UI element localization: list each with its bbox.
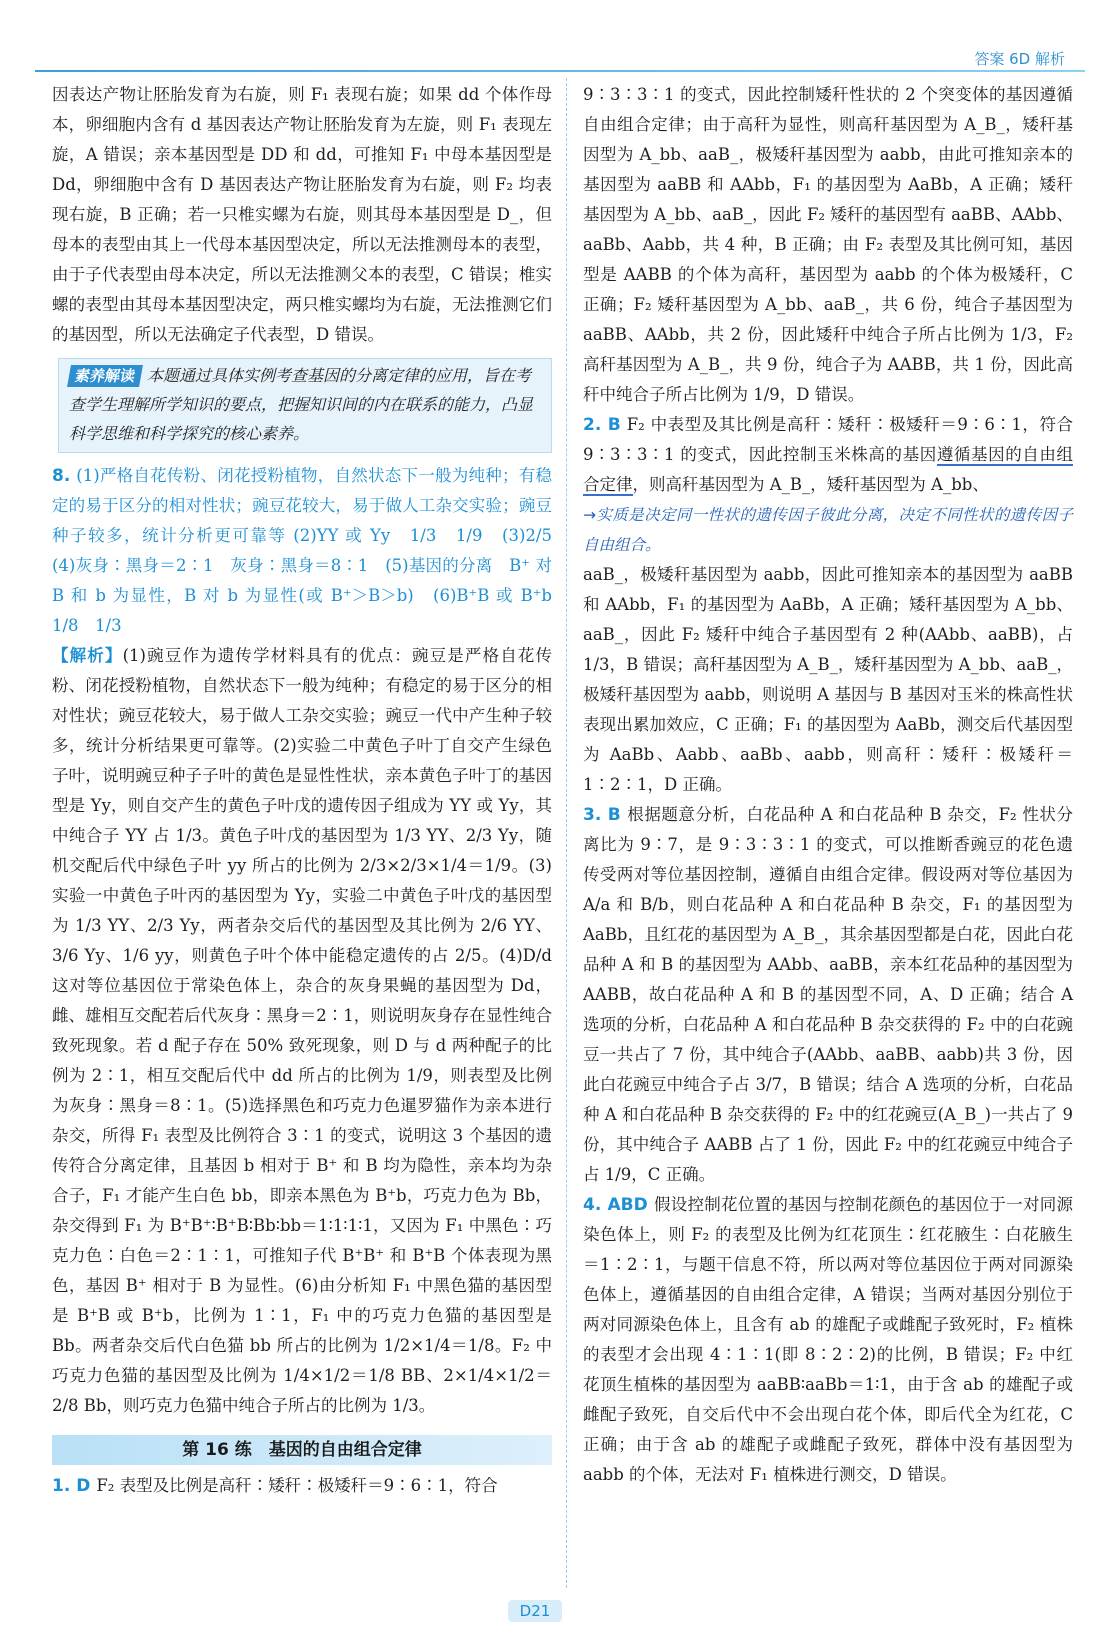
literacy-box-text: 本题通过具体实例考查基因的分离定律的应用，旨在考查学生理解所学知识的要点，把握知识间的内在联系的能力，凸显科学思维和科学探究的核心素养。	[69, 366, 534, 443]
handwritten-note: →实质是决定同一性状的遗传因子彼此分离，决定不同性状的遗传因子自由组合。	[583, 506, 1073, 554]
question-3-text: 根据题意分析，白花品种 A 和白花品种 B 杂交，F₂ 性状分离比为 9∶7，是 9∶3∶3∶1 的变式，可以推断香豌豆的花色遗传受两对等位基因控制，遵循自由组合定律。假设两对等位基因为 A/a 和 B/b，则白花品种 A 和白花品种 B 杂交，F₁ 的基因型为 AaBb，且红花的基因型为 A_B_，其余基因型都是白花，因此白花品种 A 和 B 的基因型为 AAbb、aaBB，亲本红花品种的基因型为 AABB，故白花品种 A 和 B 的基因型不同，A、D 正确；结合 A 选项的分析，白花品种 A 和白花品种 B 杂交获得的 F₂ 中的白花豌豆一共占了 7 份，其中纯合子(AAbb、aaBB、aabb)共 3 份，因此白花豌豆中纯合子占 3/7，B 错误；结合 A 选项的分析，白花品种 A 和白花品种 B 杂交获得的 F₂ 中的红花豌豆(A_B_)一共占了 9 份，其中纯合子 AABB 占了 1 份，因此 F₂ 中的红花豌豆中纯合子占 1/9，C 正确。	[583, 805, 1073, 1184]
question-1-continued: 9∶3∶3∶1 的变式，因此控制矮秆性状的 2 个突变体的基因遵循自由组合定律；由于高秆为显性，则高秆基因型为 A_B_，矮秆基因型为 A_bb、aaB_，极矮秆基因型为 aabb，由此可推知亲本的基因型为 aaBB 和 AAbb，F₁ 的基因型为 AaBb，A 正确；矮秆基因型为 A_bb、aaB_，因此 F₂ 矮秆的基因型有 aaBB、AAbb、aaBb、Aabb，共 4 种，B 正确；由 F₂ 表型及其比例可知，基因型是 AABB 的个体为高秆，基因型为 aabb 的个体为极矮秆，C 正确；F₂ 矮秆基因型为 A_bb、aaB_，共 6 份，纯合子基因型为 aaBB、AAbb，共 2 份，因此矮秆中纯合子所占比例为 1/3，F₂ 高秆基因型为 A_B_，共 9 份，纯合子为 AABB，共 1 份，因此高秆中纯合子所占比例为 1/9，D 错误。	[583, 85, 1073, 404]
question-8	[52, 461, 569, 1421]
question-4	[583, 1190, 1073, 1490]
question-4-number: 4. ABD	[583, 1195, 648, 1215]
intro-paragraph: 因表达产物让胚胎发育为右旋，则 F₁ 表现右旋；如果 dd 个体作母本，卵细胞内含有 d 基因表达产物让胚胎发育为左旋，则 F₁ 表现左旋，A 错误；亲本基因型是 DD 和 dd，可推知 F₁ 中母本基因型是 Dd，卵细胞中含有 D 基因表达产物让胚胎发育为右旋，则 F₂ 均表现右旋，B 正确；若一只椎实螺为右旋，则其母本基因型是 D_，但母本的表型由其上一代母本基因型决定，所以无法推测母本的表型，由于子代表型由母本决定，所以无法推测父本的表型，C 错误；椎实螺的表型由其母本基因型决定，两只椎实螺均为右旋，无法推测它们的基因型，所以无法确定子代表型，D 错误。	[52, 85, 552, 344]
question-4-text: 假设控制花位置的基因与控制花颜色的基因位于一对同源染色体上，则 F₂ 的表型及比例为红花顶生∶红花腋生∶白花腋生＝1∶2∶1，与题干信息不符，所以两对等位基因位于两对同源染色体上，遵循基因的自由组合定律，A 错误；当两对基因分别位于两对同源染色体上，且含有 ab 的雄配子或雌配子致死时，F₂ 植株的表型才会出现 4∶1∶1(即 8∶2∶2)的比例，B 错误；F₂ 中红花顶生植株的基因型为 aaBB∶aaBb＝1∶1，由于含 ab 的雄配子或雌配子致死，自交后代中不会出现白花个体，即后代全为红花，C 正确；由于含 ab 的雄配子或雌配子致死，群体中没有基因型为 aabb 的个体，无法对 F₁ 植株进行测交，D 错误。	[583, 1195, 1073, 1484]
question-2-number: 2. B	[583, 415, 621, 435]
question-8-answer: (1)严格自花传粉、闭花授粉植物，自然状态下一般为纯种；有稳定的易于区分的相对性状；豌豆花较大，易于做人工杂交实验；豌豆种子较多，统计分析更可靠等 (2)YY 或 Yy 1/3 1/9 (3)2/5 (4)灰身∶黑身＝2∶1 灰身∶黑身＝8∶1 (5)基因的分离 B⁺ 对 B 和 b 为显性，B 对 b 为显性(或 B⁺＞B＞b) (6)B⁺B 或 B⁺b 1/8 1/3	[52, 466, 569, 635]
literacy-box-title: 素养解读	[67, 365, 143, 387]
question-2-text-b: ，则高秆基因型为 A_B_，矮秆基因型为 A_bb、	[632, 475, 989, 494]
header-rule	[35, 70, 1085, 72]
question-1-number: 1. D	[52, 1476, 91, 1496]
question-3-number: 3. B	[583, 805, 621, 825]
question-2	[583, 410, 1073, 500]
question-2-text-a: F₂ 中表型及其比例是高秆∶矮秆∶极矮秆＝9∶6∶1，符合 9∶3∶3∶1 的变式，因此控制玉米株高的基因	[583, 415, 1073, 464]
question-1-text: F₂ 表型及比例是高秆∶矮秆∶极矮秆＝9∶6∶1，符合	[96, 1476, 498, 1495]
column-divider	[566, 78, 567, 1588]
question-2-text-c: aaB_，极矮秆基因型为 aabb，因此可推知亲本的基因型为 aaBB 和 AAbb，F₁ 的基因型为 AaBb，A 正确；矮秆基因型为 A_bb、aaB_，因此 F₂ 矮秆中纯合子基因型有 2 种(AAbb、aaBB)，占 1/3，B 错误；高秆基因型为 A_B_，矮秆基因型为 A_bb、aaB_，极矮秆基因型为 aabb，则说明 A 基因与 B 基因对玉米的株高性状表现出累加效应，C 正确；F₁ 的基因型为 AaBb，测交后代基因型为 AaBb、Aabb、aaBb、aabb，则高秆∶矮秆∶极矮秆＝1∶2∶1，D 正确。	[583, 565, 1073, 794]
question-3	[583, 800, 1073, 1190]
question-2-underlined: 遵循基因的自由组合定律	[583, 445, 1073, 494]
section-title-bar: 第 16 练 基因的自由组合定律	[52, 1435, 552, 1465]
question-8-number: 8.	[52, 466, 71, 486]
page-number: D21	[508, 1600, 562, 1622]
literacy-box	[58, 358, 552, 453]
question-8-analysis: (1)豌豆作为遗传学材料具有的优点：豌豆是严格自花传粉、闭花授粉植物，自然状态下一般为纯种；有稳定的易于区分的相对性状；豌豆花较大，易于做人工杂交实验；豌豆一代中产生种子较多，统计分析结果更可靠等。(2)实验二中黄色子叶丁自交产生绿色子叶，说明豌豆种子子叶的黄色是显性性状，亲本黄色子叶丁的基因型是 Yy，则自交产生的黄色子叶戊的遗传因子组成为 YY 或 Yy，其中纯合子 YY 占 1/3。黄色子叶戊的基因型为 1/3 YY、2/3 Yy，随机交配后代中绿色子叶 yy 所占的比例为 2/3×2/3×1/4＝1/9。(3)实验一中黄色子叶丙的基因型为 Yy，实验二中黄色子叶戊的基因型为 1/3 YY、2/3 Yy，两者杂交后代的基因型及其比例为 2/6 YY、3/6 Yy、1/6 yy，则黄色子叶个体中能稳定遗传的占 2/5。(4)D/d 这对等位基因位于常染色体上，杂合的灰身果蝇的基因型为 Dd，雌、雄相互交配若后代灰身∶黑身＝2∶1，则说明灰身存在显性纯合致死现象。若 d 配子存在 50% 致死现象，则 D 与 d 两种配子的比例为 2∶1，相互交配后代中 dd 所占的比例为 1/9，则表型及比例为灰身∶黑身＝8∶1。(5)选择黑色和巧克力色暹罗猫作为亲本进行杂交，所得 F₁ 表型及比例符合 3∶1 的变式，说明这 3 个基因的遗传符合分离定律，且基因 b 相对于 B⁺ 和 B 均为隐性，亲本均为杂合子，F₁ 才能产生白色 bb，即亲本黑色为 B⁺b，巧克力色为 Bb，杂交得到 F₁ 为 B⁺B⁺∶B⁺B∶Bb∶bb＝1∶1∶1∶1，又因为 F₁ 中黑色∶巧克力色∶白色＝2∶1∶1，可推知子代 B⁺B⁺ 和 B⁺B 个体表现为黑色，基因 B⁺ 相对于 B 为显性。(6)由分析知 F₁ 中黑色猫的基因型是 B⁺B 或 B⁺b，比例为 1∶1，F₁ 中的巧克力色猫的基因型是 Bb。两者杂交后代白色猫 bb 所占的比例为 1/2×1/4＝1/8。F₂ 中巧克力色猫的基因型及比例为 1/4×1/2＝1/8 BB、2×1/4×1/2＝2/8 Bb，则巧克力色猫中纯合子所占的比例为 1/3。	[52, 646, 553, 1415]
question-1	[52, 1471, 552, 1501]
question-8-analysis-tag: 【解析】	[52, 646, 123, 665]
right-column	[583, 80, 1073, 1490]
header-tag: 答案 6D 解析	[974, 50, 1065, 68]
left-column	[52, 80, 569, 1501]
